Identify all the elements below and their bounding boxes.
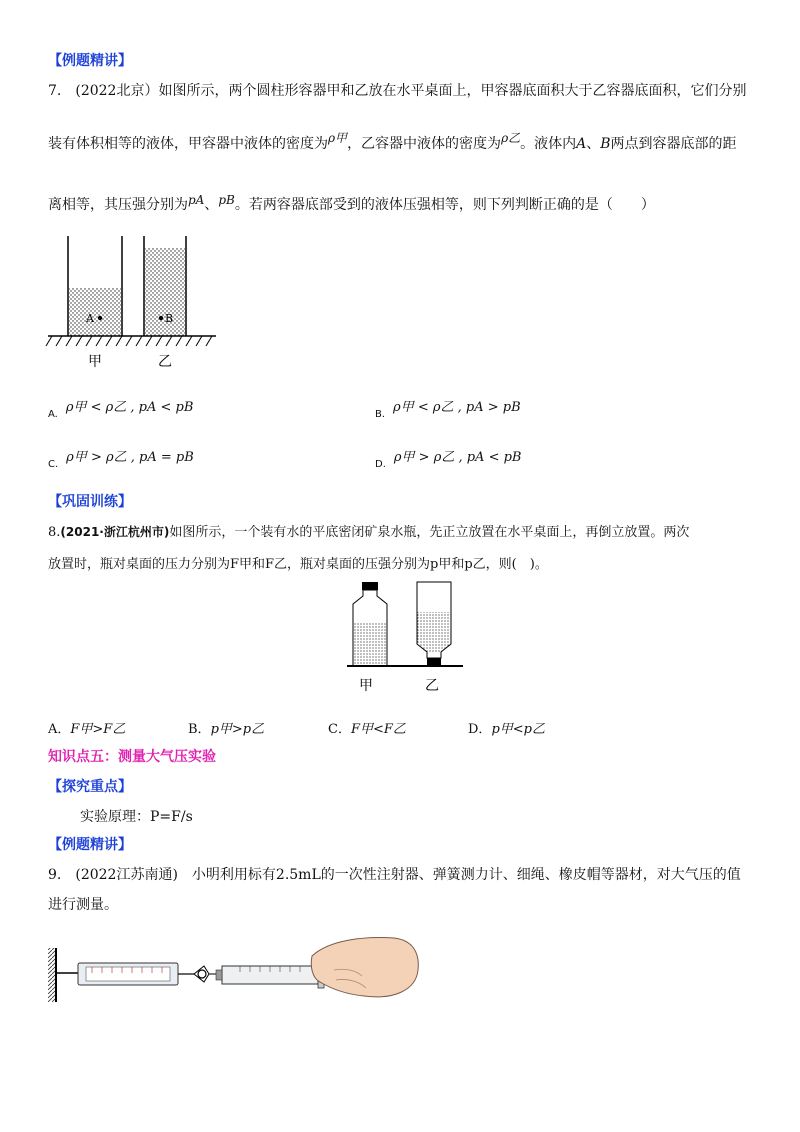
section-tag-example: 【例题精讲】 [48,53,132,69]
string [194,966,209,982]
option-text: ρ甲 > ρ乙 , pA < pB [393,450,522,465]
q8-bottles-figure [345,578,465,698]
water-jia [354,622,387,666]
section-tag-example-2: 【例题精讲】 [48,837,132,853]
option-letter: B． [188,722,211,737]
point-b-dot [159,316,163,320]
option-text: ρ甲 > ρ乙 , pA = pB [66,450,194,465]
q9-apparatus-figure [44,930,424,1010]
q7-line-2 [48,133,737,153]
option-text: p甲>p乙 [210,722,265,737]
pressure-a-symbol: pA [188,193,205,207]
figure-label-jia: 甲 [359,678,373,694]
point-a-dot [98,316,102,320]
option-text: ρ甲 < ρ乙 , pA > pB [393,400,521,415]
q7-containers-figure [44,228,224,373]
rho-jia-symbol: ρ甲 [328,131,348,145]
q7-text: 离相等，其压强分别为 [48,197,188,213]
figure-label-yi: 乙 [425,678,439,694]
option-letter: B. [375,409,386,420]
bottle-cap-jia [362,582,378,590]
principle-text: 实验原理：P=F/s [80,809,193,825]
q9-line-2: 进行测量。 [48,897,118,913]
q9-line-1: 9. (2022江苏南通) 小明利用标有2.5mL的一次性注射器、弹簧测力计、细绳、橡皮帽等器材，对大气压的值 [48,867,741,883]
point-a-name: A [576,136,587,152]
q8-number: 8. [48,525,61,540]
q7-text: 、 [204,197,219,213]
q8-text: 如图所示，一个装有水的平底密闭矿泉水瓶，先正立放置在水平桌面上，再倒立放置。两次 [169,525,690,540]
q8-option-a[interactable] [48,718,125,737]
q8-source: (2021·浙江杭州市) [60,525,170,539]
q7-text: 两点到容器底部的距 [610,136,737,152]
q7-text: ，乙容器中液体的密度为 [347,136,502,152]
q7-option-c[interactable] [48,446,194,470]
q7-text: 。液体内 [520,136,577,152]
point-b-label: B [165,312,174,325]
wall [48,948,56,1002]
point-b-name: B [600,136,611,152]
point-a-label: A [86,312,94,325]
syringe-tip [216,970,222,980]
rho-yi-symbol: ρ乙 [501,131,521,145]
q7-option-d[interactable] [375,446,522,470]
bottle-cap-yi [427,658,441,666]
knowledge-point-title: 知识点五：测量大气压实验 [48,749,216,765]
q7-text: 装有体积相等的液体，甲容器中液体的密度为 [48,136,328,152]
water-yi [418,612,451,644]
q8-option-c[interactable] [328,718,406,737]
option-letter: D． [468,722,492,737]
option-letter: C． [328,722,351,737]
q8-option-d[interactable] [468,718,545,737]
option-text: F甲<F乙 [350,722,406,737]
rubber-cap [198,970,206,978]
q8-line-1 [48,521,689,540]
figure-label-yi: 乙 [158,354,172,370]
option-letter: D. [375,459,386,470]
q7-line-1: 7. (2022北京）如图所示，两个圆柱形容器甲和乙放在水平桌面上，甲容器底面积大于乙容器底面积，它们分别 [48,83,747,99]
option-letter: A． [48,722,71,737]
option-letter: C. [48,459,59,470]
section-tag-explore: 【探究重点】 [48,779,132,795]
q7-option-b[interactable] [375,396,521,420]
spring-scale-dial [86,967,170,981]
pressure-b-symbol: pB [218,193,235,207]
q8-option-b[interactable] [188,718,264,737]
q7-text: 。若两容器底部受到的液体压强相等，则下列判断正确的是（ ） [234,197,655,213]
q7-line-3 [48,194,655,214]
option-text: p甲<p乙 [491,722,545,737]
figure-label-jia: 甲 [88,354,102,370]
option-text: ρ甲 < ρ乙 , pA < pB [65,400,194,415]
water-yi-neck [418,644,451,652]
option-letter: A. [48,409,58,420]
q7-option-a[interactable] [48,396,194,420]
q7-text: 、 [586,136,601,152]
q8-line-2: 放置时，瓶对桌面的压力分别为F甲和F乙，瓶对桌面的压强分别为p甲和p乙，则( )。 [48,557,548,572]
hand [311,938,418,997]
option-text: F甲>F乙 [70,722,126,737]
liquid-jia [69,288,121,336]
section-tag-practice: 【巩固训练】 [48,494,132,510]
ground-hatch [46,336,212,346]
